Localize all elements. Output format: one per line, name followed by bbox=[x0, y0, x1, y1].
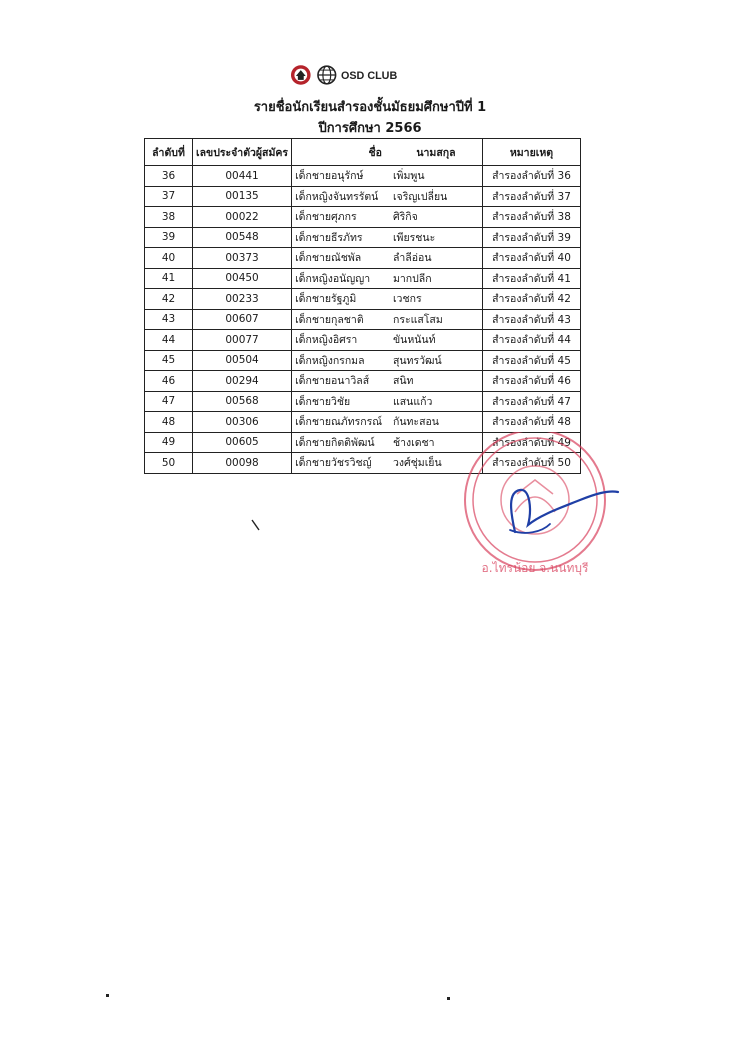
cell-last-name: แสนแก้ว bbox=[385, 391, 483, 412]
cell-rank: 47 bbox=[145, 391, 193, 412]
cell-applicant-id: 00233 bbox=[193, 289, 292, 310]
svg-text:OSD CLUB: OSD CLUB bbox=[341, 69, 398, 82]
cell-applicant-id: 00022 bbox=[193, 207, 292, 228]
table-row bbox=[145, 330, 581, 351]
cell-last-name: สุนทรวัฒน์ bbox=[385, 350, 483, 371]
cell-first-name: เด็กชายวิชัย bbox=[292, 391, 385, 412]
cell-first-name: เด็กชายณภัทรกรณ์ bbox=[292, 412, 385, 433]
cell-first-name: เด็กชายศุภกร bbox=[292, 207, 385, 228]
cell-last-name: ลำลีอ่อน bbox=[385, 248, 483, 269]
cell-last-name: กระแสโสม bbox=[385, 309, 483, 330]
cell-rank: 50 bbox=[145, 453, 193, 474]
stray-mark bbox=[250, 518, 262, 532]
cell-first-name: เด็กหญิงอิศรา bbox=[292, 330, 385, 351]
signature bbox=[470, 470, 630, 550]
reserve-student-table bbox=[144, 138, 581, 474]
table-row bbox=[145, 371, 581, 392]
cell-applicant-id: 00294 bbox=[193, 371, 292, 392]
cell-first-name: เด็กชายอนาวิลส์ bbox=[292, 371, 385, 392]
cell-remark: สำรองลำดับที่ 41 bbox=[482, 268, 580, 289]
cell-applicant-id: 00306 bbox=[193, 412, 292, 433]
cell-last-name: เวชกร bbox=[385, 289, 483, 310]
cell-first-name: เด็กชายวัชรวิชญ์ bbox=[292, 453, 385, 474]
cell-remark: สำรองลำดับที่ 47 bbox=[482, 391, 580, 412]
cell-remark: สำรองลำดับที่ 38 bbox=[482, 207, 580, 228]
cell-rank: 36 bbox=[145, 166, 193, 187]
cell-remark: สำรองลำดับที่ 46 bbox=[482, 371, 580, 392]
cell-first-name: เด็กหญิงจันทรรัตน์ bbox=[292, 186, 385, 207]
cell-applicant-id: 00441 bbox=[193, 166, 292, 187]
header-logo bbox=[290, 62, 400, 88]
cell-applicant-id: 00568 bbox=[193, 391, 292, 412]
column-header-rank: ลำดับที่ bbox=[145, 139, 193, 166]
cell-rank: 43 bbox=[145, 309, 193, 330]
stray-dot bbox=[106, 994, 109, 997]
cell-first-name: เด็กหญิงอนัญญา bbox=[292, 268, 385, 289]
cell-rank: 39 bbox=[145, 227, 193, 248]
cell-last-name: สนิท bbox=[385, 371, 483, 392]
cell-rank: 37 bbox=[145, 186, 193, 207]
table-row bbox=[145, 248, 581, 269]
column-header-last-name: นามสกุล bbox=[385, 139, 483, 166]
cell-first-name: เด็กชายกุลชาติ bbox=[292, 309, 385, 330]
column-header-remark: หมายเหตุ bbox=[482, 139, 580, 166]
cell-rank: 38 bbox=[145, 207, 193, 228]
cell-rank: 44 bbox=[145, 330, 193, 351]
cell-applicant-id: 00548 bbox=[193, 227, 292, 248]
school-emblem-icon bbox=[290, 64, 312, 86]
cell-applicant-id: 00504 bbox=[193, 350, 292, 371]
table-row bbox=[145, 268, 581, 289]
table-row bbox=[145, 207, 581, 228]
column-header-applicant-id: เลขประจำตัวผู้สมัคร bbox=[193, 139, 292, 166]
cell-first-name: เด็กชายรัฐภูมิ bbox=[292, 289, 385, 310]
cell-last-name: เพิ่มพูน bbox=[385, 166, 483, 187]
page-title: รายชื่อนักเรียนสำรองชั้นมัธยมศึกษาปีที่ 1 bbox=[253, 100, 487, 115]
cell-remark: สำรองลำดับที่ 42 bbox=[482, 289, 580, 310]
stray-dot bbox=[447, 997, 450, 1000]
cell-last-name: วงศ์ชุ่มเย็น bbox=[385, 453, 483, 474]
table-row bbox=[145, 391, 581, 412]
cell-applicant-id: 00605 bbox=[193, 432, 292, 453]
cell-first-name: เด็กหญิงกรกมล bbox=[292, 350, 385, 371]
page-subtitle: ปีการศึกษา 2566 bbox=[318, 121, 422, 136]
cell-last-name: ช้างเดชา bbox=[385, 432, 483, 453]
cell-rank: 46 bbox=[145, 371, 193, 392]
cell-rank: 41 bbox=[145, 268, 193, 289]
globe-icon bbox=[316, 64, 338, 86]
cell-last-name: กันทะสอน bbox=[385, 412, 483, 433]
cell-applicant-id: 00450 bbox=[193, 268, 292, 289]
table-row bbox=[145, 350, 581, 371]
table-row bbox=[145, 309, 581, 330]
cell-first-name: เด็กชายณัชพัล bbox=[292, 248, 385, 269]
osd-club-logo bbox=[341, 67, 400, 83]
cell-last-name: เจริญเปลี่ยน bbox=[385, 186, 483, 207]
cell-rank: 48 bbox=[145, 412, 193, 433]
cell-applicant-id: 00135 bbox=[193, 186, 292, 207]
cell-remark: สำรองลำดับที่ 40 bbox=[482, 248, 580, 269]
cell-remark: สำรองลำดับที่ 37 bbox=[482, 186, 580, 207]
column-header-first-name: ชื่อ bbox=[292, 139, 385, 166]
cell-applicant-id: 00098 bbox=[193, 453, 292, 474]
cell-last-name: มากปลีก bbox=[385, 268, 483, 289]
cell-remark: สำรองลำดับที่ 44 bbox=[482, 330, 580, 351]
cell-last-name: ขันหนันท์ bbox=[385, 330, 483, 351]
stamp-text: อ.ไทรน้อย จ.นนทบุรี bbox=[481, 561, 589, 575]
cell-remark: สำรองลำดับที่ 45 bbox=[482, 350, 580, 371]
cell-remark: สำรองลำดับที่ 48 bbox=[482, 412, 580, 433]
table-row bbox=[145, 166, 581, 187]
table-row bbox=[145, 412, 581, 433]
cell-remark: สำรองลำดับที่ 36 bbox=[482, 166, 580, 187]
cell-last-name: ศิริกิจ bbox=[385, 207, 483, 228]
cell-remark: สำรองลำดับที่ 39 bbox=[482, 227, 580, 248]
cell-remark: สำรองลำดับที่ 49 bbox=[482, 432, 580, 453]
cell-applicant-id: 00077 bbox=[193, 330, 292, 351]
cell-applicant-id: 00373 bbox=[193, 248, 292, 269]
table-row bbox=[145, 186, 581, 207]
cell-rank: 45 bbox=[145, 350, 193, 371]
cell-last-name: เพียรชนะ bbox=[385, 227, 483, 248]
table-row bbox=[145, 289, 581, 310]
cell-first-name: เด็กชายอนุรักษ์ bbox=[292, 166, 385, 187]
table-header-row bbox=[145, 139, 581, 166]
cell-first-name: เด็กชายธีรภัทร bbox=[292, 227, 385, 248]
cell-remark: สำรองลำดับที่ 43 bbox=[482, 309, 580, 330]
table-row bbox=[145, 227, 581, 248]
cell-applicant-id: 00607 bbox=[193, 309, 292, 330]
cell-rank: 42 bbox=[145, 289, 193, 310]
cell-rank: 40 bbox=[145, 248, 193, 269]
cell-first-name: เด็กชายกิตติพัฒน์ bbox=[292, 432, 385, 453]
cell-rank: 49 bbox=[145, 432, 193, 453]
cell-remark: สำรองลำดับที่ 50 bbox=[482, 453, 580, 474]
